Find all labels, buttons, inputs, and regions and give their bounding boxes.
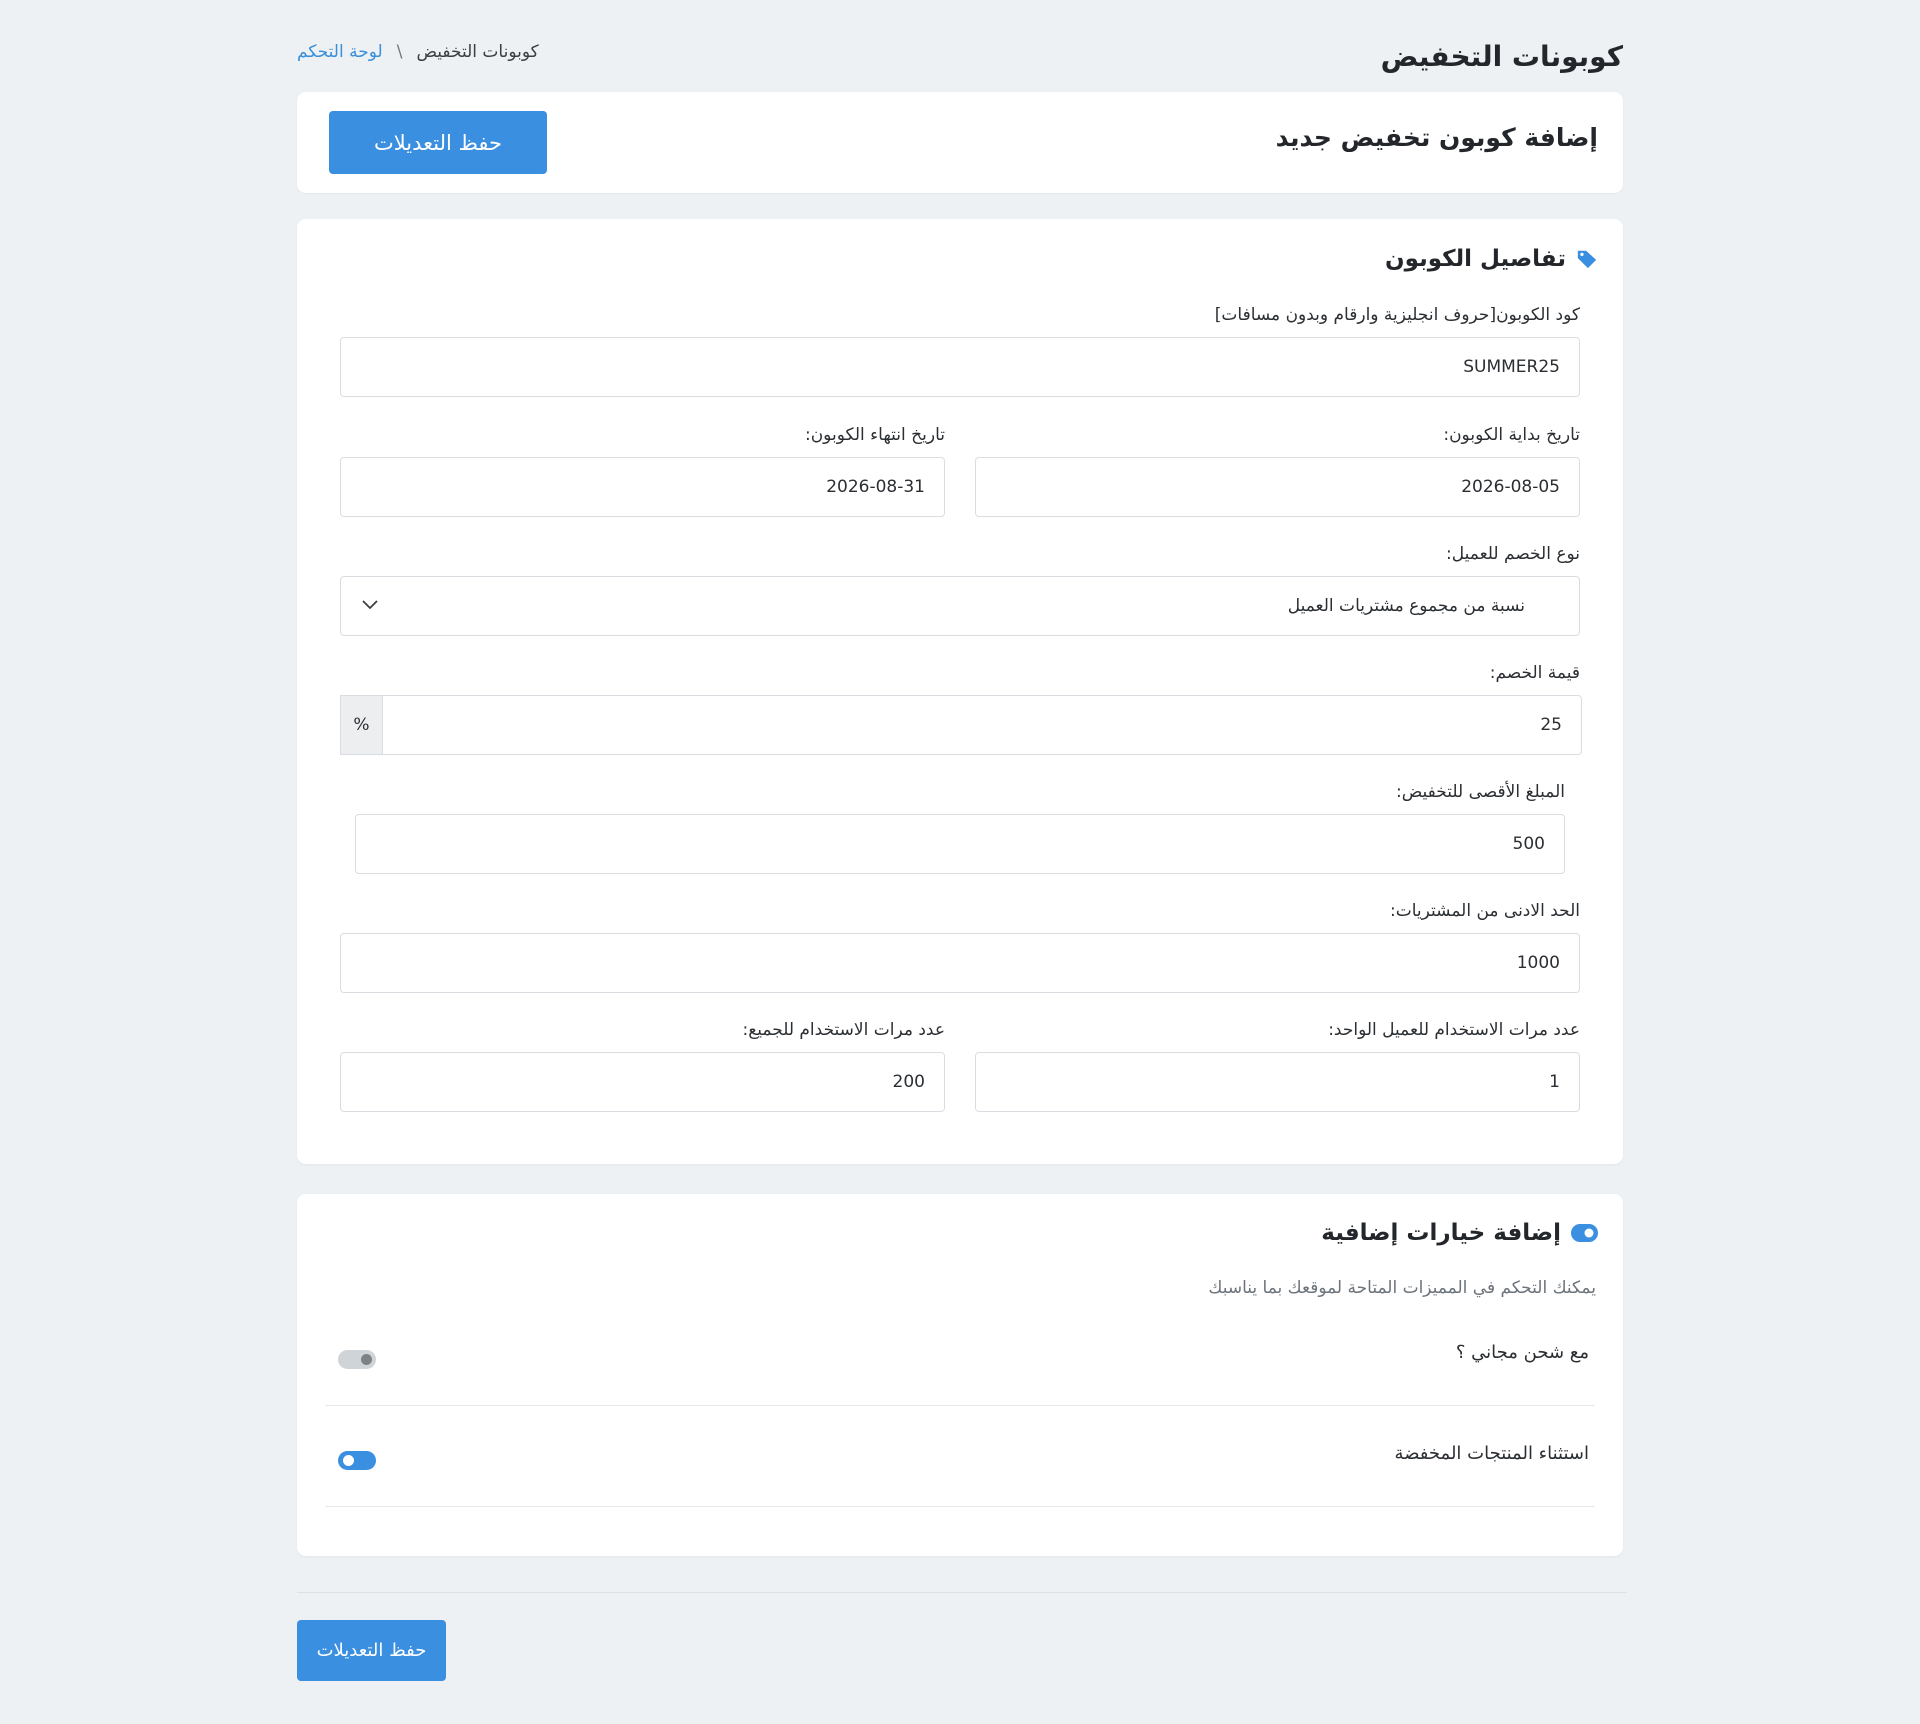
toggle-knob (343, 1455, 354, 1466)
breadcrumb-separator: \ (396, 42, 403, 62)
extra-options-heading (1321, 1220, 1598, 1246)
extra-options-title: إضافة خيارات إضافية (1321, 1220, 1561, 1246)
discount-type-select[interactable] (340, 576, 1580, 636)
min-purchase-label: الحد الادنى من المشتريات: (1390, 901, 1580, 921)
uses-total-label: عدد مرات الاستخدام للجميع: (742, 1020, 945, 1040)
coupon-code-input[interactable]: SUMMER25 (340, 337, 1580, 397)
max-discount-label: المبلغ الأقصى للتخفيض: (1396, 782, 1565, 802)
coupon-details-title: تفاصيل الكوبون (1385, 246, 1566, 272)
exclude-discounted-toggle[interactable] (338, 1451, 376, 1470)
add-coupon-card (297, 92, 1623, 193)
coupon-details-heading (1385, 246, 1598, 272)
discount-type-label: نوع الخصم للعميل: (1446, 544, 1580, 564)
discount-type-value: نسبة من مجموع مشتريات العميل (1287, 596, 1525, 616)
free-shipping-label: مع شحن مجاني ؟ (1455, 1342, 1589, 1363)
save-button-bottom[interactable]: حفظ التعديلات (297, 1620, 446, 1681)
page (297, 0, 1623, 1661)
end-date-input[interactable]: 2026-08-31 (340, 457, 945, 517)
start-date-input[interactable]: 2026-08-05 (975, 457, 1580, 517)
option-row-exclude-discounted (325, 1407, 1595, 1507)
chevron-down-icon (361, 598, 379, 612)
uses-total-input[interactable]: 200 (340, 1052, 945, 1112)
uses-per-customer-label: عدد مرات الاستخدام للعميل الواحد: (1328, 1020, 1580, 1040)
coupon-details-card (297, 219, 1623, 1164)
extra-options-hint: يمكنك التحكم في المميزات المتاحة لموقعك بما يناسبك (1208, 1278, 1596, 1298)
coupon-code-label: كود الكوبون[حروف انجليزية وارقام وبدون مسافات] (1214, 305, 1580, 325)
option-row-free-shipping (325, 1306, 1595, 1406)
toggle-knob (361, 1354, 372, 1365)
free-shipping-toggle[interactable] (338, 1350, 376, 1369)
min-purchase-input[interactable]: 1000 (340, 933, 1580, 993)
discount-value-input[interactable]: 25 (382, 695, 1582, 755)
save-button-top[interactable]: حفظ التعديلات (329, 111, 547, 174)
page-title: كوبونات التخفيض (1380, 40, 1623, 73)
exclude-discounted-label: استثناء المنتجات المخفضة (1394, 1443, 1589, 1464)
max-discount-input[interactable]: 500 (355, 814, 1565, 874)
uses-per-customer-input[interactable]: 1 (975, 1052, 1580, 1112)
start-date-label: تاريخ بداية الكوبون: (1443, 425, 1580, 445)
end-date-label: تاريخ انتهاء الكوبون: (804, 425, 945, 445)
percent-addon: % (340, 695, 383, 755)
breadcrumb (297, 42, 539, 62)
breadcrumb-current: كوبونات التخفيض (416, 42, 539, 62)
toggle-icon (1571, 1224, 1598, 1242)
tag-icon (1576, 248, 1598, 270)
add-coupon-title: إضافة كوبون تخفيض جديد (1275, 123, 1598, 152)
footer-divider (297, 1592, 1627, 1593)
discount-value-label: قيمة الخصم: (1489, 663, 1580, 683)
page-header (297, 0, 1623, 92)
breadcrumb-home-link[interactable]: لوحة التحكم (297, 42, 383, 62)
extra-options-card (297, 1194, 1623, 1556)
